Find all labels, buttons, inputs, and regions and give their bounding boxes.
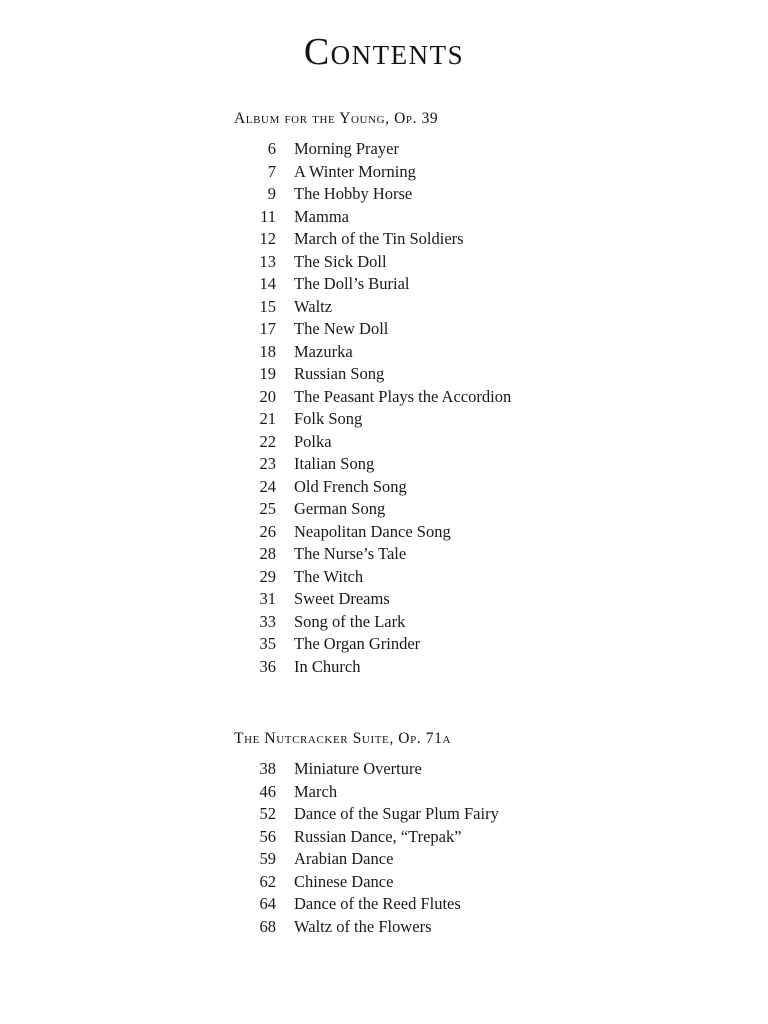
entry-page-number: 59 — [259, 849, 276, 868]
entry-title: Russian Song — [294, 364, 385, 383]
entry-page-number: 52 — [259, 804, 276, 823]
list-item[interactable] — [234, 453, 728, 476]
entry-page-number: 21 — [259, 409, 276, 428]
entry-title: March — [294, 781, 338, 801]
entry-title: The Sick Doll — [294, 251, 387, 271]
entry-title: In Church — [294, 656, 361, 676]
entry-title: A Winter Morning — [294, 161, 416, 181]
list-item[interactable] — [234, 633, 728, 656]
list-item[interactable] — [234, 273, 728, 296]
list-item[interactable] — [234, 476, 728, 499]
entry-title: Sweet Dreams — [294, 589, 390, 608]
entry-page-number: 29 — [259, 566, 276, 586]
entry-title: German Song — [294, 499, 386, 518]
entry-title: Italian Song — [294, 454, 375, 473]
list-item[interactable] — [234, 408, 728, 431]
entry-title: Dance of the Sugar Plum Fairy — [294, 804, 499, 823]
section-entry-list — [234, 138, 728, 678]
entry-page-number: 17 — [259, 319, 276, 338]
list-item[interactable] — [234, 138, 728, 161]
entry-title: The New Doll — [294, 319, 389, 338]
entry-page-number: 14 — [259, 274, 276, 293]
entry-title: Folk Song — [294, 409, 363, 428]
entry-title: The Peasant Plays the Accordion — [294, 386, 512, 406]
section-heading: The Nutcracker Suite, Op. 71a — [234, 730, 452, 747]
entry-title: Mamma — [294, 206, 349, 226]
entry-page-number: 28 — [259, 544, 276, 563]
contents-section-album-for-the-young — [234, 110, 728, 678]
list-item[interactable] — [234, 251, 728, 274]
entry-page-number: 19 — [259, 364, 276, 383]
entry-title: Russian Dance, “Trepak” — [294, 826, 462, 846]
entry-page-number: 38 — [259, 759, 276, 778]
entry-title: Waltz — [294, 296, 333, 316]
list-item[interactable] — [234, 826, 728, 849]
list-item[interactable] — [234, 296, 728, 319]
entry-page-number: 23 — [259, 454, 276, 473]
entry-page-number: 33 — [259, 611, 276, 631]
list-item[interactable] — [234, 228, 728, 251]
entry-title: The Witch — [294, 566, 364, 586]
list-item[interactable] — [234, 206, 728, 229]
list-item[interactable] — [234, 521, 728, 544]
entry-page-number: 46 — [259, 781, 276, 801]
list-item[interactable] — [234, 781, 728, 804]
entry-page-number: 36 — [259, 656, 276, 676]
list-item[interactable] — [234, 916, 728, 939]
list-item[interactable] — [234, 656, 728, 679]
entry-page-number: 13 — [259, 251, 276, 271]
list-item[interactable] — [234, 161, 728, 184]
contents-list — [0, 110, 768, 938]
entry-page-number: 64 — [259, 894, 276, 913]
entry-page-number: 31 — [259, 589, 276, 608]
list-item[interactable] — [234, 848, 728, 871]
entry-title: Dance of the Reed Flutes — [294, 894, 461, 913]
list-item[interactable] — [234, 341, 728, 364]
entry-title: Chinese Dance — [294, 871, 394, 891]
section-heading: Album for the Young, Op. 39 — [234, 110, 439, 127]
entry-page-number: 9 — [267, 184, 276, 203]
entry-page-number: 68 — [259, 916, 276, 936]
entry-page-number: 56 — [259, 826, 276, 846]
list-item[interactable] — [234, 871, 728, 894]
list-item[interactable] — [234, 611, 728, 634]
list-item[interactable] — [234, 183, 728, 206]
entry-title: Waltz of the Flowers — [294, 916, 432, 936]
section-entry-list — [234, 758, 728, 938]
entry-title: The Organ Grinder — [294, 634, 421, 653]
contents-section-nutcracker-suite — [234, 730, 728, 938]
entry-page-number: 15 — [259, 296, 276, 316]
list-item[interactable] — [234, 588, 728, 611]
list-item[interactable] — [234, 543, 728, 566]
entry-title: Arabian Dance — [294, 849, 394, 868]
entry-page-number: 11 — [260, 206, 276, 226]
list-item[interactable] — [234, 498, 728, 521]
list-item[interactable] — [234, 893, 728, 916]
entry-title: Old French Song — [294, 476, 407, 496]
list-item[interactable] — [234, 803, 728, 826]
entry-title: March of the Tin Soldiers — [294, 229, 464, 248]
entry-page-number: 20 — [259, 386, 276, 406]
entry-page-number: 24 — [259, 476, 276, 496]
entry-title: Miniature Overture — [294, 759, 422, 778]
list-item[interactable] — [234, 363, 728, 386]
entry-page-number: 18 — [259, 341, 276, 361]
entry-title: Morning Prayer — [294, 139, 399, 158]
entry-title: Mazurka — [294, 341, 353, 361]
entry-page-number: 7 — [267, 161, 276, 181]
entry-title: The Nurse’s Tale — [294, 544, 407, 563]
entry-page-number: 6 — [267, 139, 276, 158]
list-item[interactable] — [234, 566, 728, 589]
list-item[interactable] — [234, 758, 728, 781]
entry-page-number: 62 — [259, 871, 276, 891]
entry-title: Polka — [294, 431, 332, 451]
entry-title: Neapolitan Dance Song — [294, 521, 451, 541]
list-item[interactable] — [234, 386, 728, 409]
page-title: Contents — [303, 31, 465, 73]
entry-page-number: 26 — [259, 521, 276, 541]
entry-page-number: 22 — [259, 431, 276, 451]
entry-title: The Doll’s Burial — [294, 274, 410, 293]
entry-page-number: 12 — [259, 229, 276, 248]
entry-title: The Hobby Horse — [294, 184, 413, 203]
entry-title: Song of the Lark — [294, 611, 406, 631]
entry-page-number: 25 — [259, 499, 276, 518]
list-item[interactable] — [234, 431, 728, 454]
list-item[interactable] — [234, 318, 728, 341]
entry-page-number: 35 — [259, 634, 276, 653]
